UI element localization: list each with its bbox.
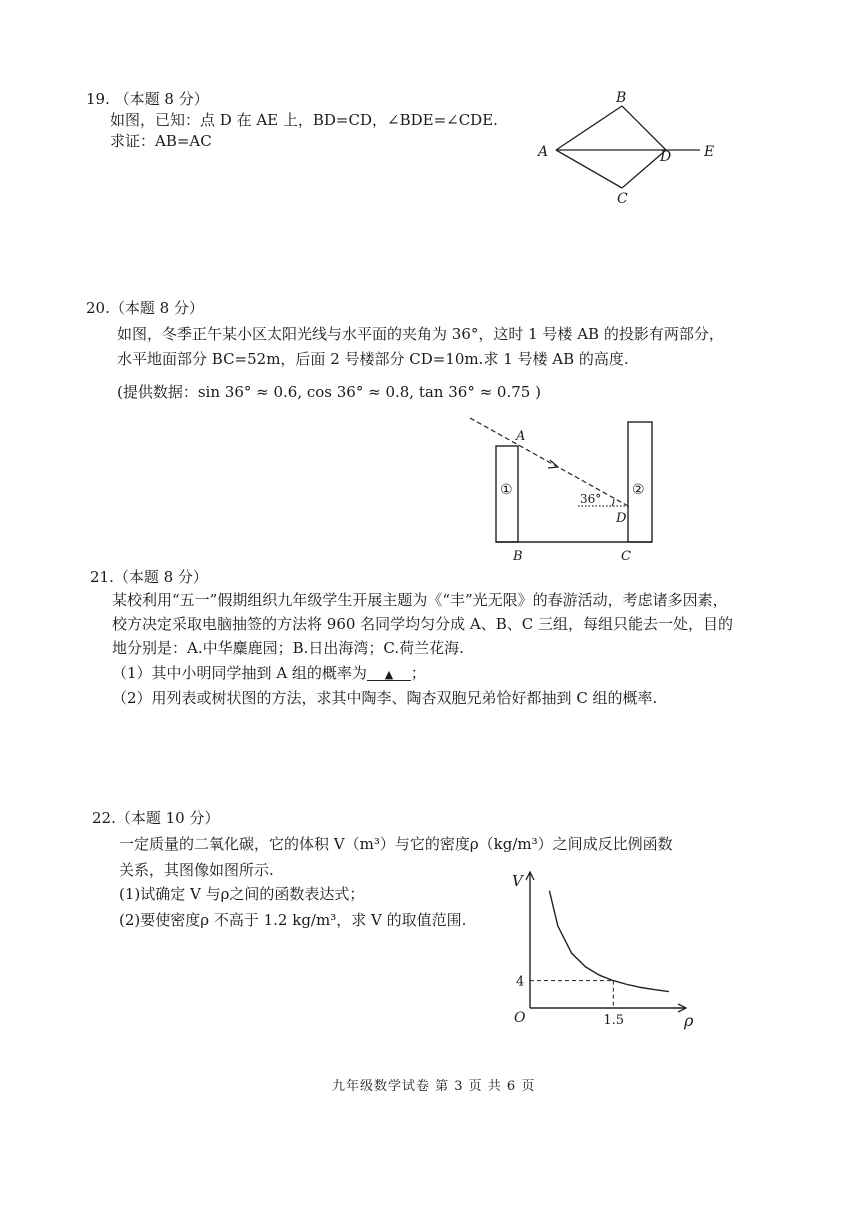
q21-sub1 xyxy=(112,666,426,681)
q22-line-2: 关系，其图像如图所示. xyxy=(119,861,274,879)
q22-header: 22.（本题 10 分） xyxy=(92,809,220,827)
q22-line-4: (2)要使密度ρ 不高于 1.2 kg/m³，求 V 的取值范围. xyxy=(119,911,467,929)
y-tick-label: 4 xyxy=(516,974,525,990)
q20-label-a: A xyxy=(516,429,526,444)
answer-blank[interactable]: ▲ xyxy=(367,669,411,681)
y-axis-label: V xyxy=(512,872,523,890)
q21-sub1-end: ； xyxy=(410,664,426,682)
q20-label-c: C xyxy=(621,549,631,564)
q20-header: 20.（本题 8 分） xyxy=(86,299,204,317)
origin-label: O xyxy=(514,1010,526,1026)
q19-label-c: C xyxy=(617,191,628,207)
q22-line-1: 一定质量的二氧化碳，它的体积 V（m³）与它的密度ρ（kg/m³）之间成反比例函数 xyxy=(119,835,673,853)
q19-label-a: A xyxy=(538,144,549,160)
q19-figure xyxy=(530,88,730,208)
q19-label-e: E xyxy=(704,144,715,160)
chart-text xyxy=(512,872,694,1030)
q21-line-2: 校方决定采取电脑抽签的方法将 960 名同学均匀分成 A、B、C 三组，每组只能去一处，目的 xyxy=(112,615,734,633)
q20-line-2: 水平地面部分 BC=52m，后面 2 号楼部分 CD=10m.求 1 号楼 AB 的高度. xyxy=(117,350,629,368)
q21-line-1: 某校利用“五一”假期组织九年级学生开展主题为《“丰”光无限》的春游活动，考虑诸多因素， xyxy=(112,591,728,609)
series-line xyxy=(549,891,669,992)
x-axis-label: ρ xyxy=(684,1011,694,1030)
chart-series xyxy=(549,891,669,992)
q22-chart xyxy=(500,868,694,1034)
q20-angle-label: 36° xyxy=(580,492,602,506)
q20-line-3: (提供数据：sin 36° ≈ 0.6, cos 36° ≈ 0.8, tan 36° ≈ 0.75 ) xyxy=(117,383,541,401)
q20-building2-label: ② xyxy=(632,482,645,498)
q22-line-3: (1)试确定 V 与ρ之间的函数表达式； xyxy=(119,885,365,903)
chart-guides xyxy=(530,981,613,1008)
q21-sub1-text: （1）其中小明同学抽到 A 组的概率为 xyxy=(112,664,367,682)
q19-label-d: D xyxy=(660,149,672,165)
q21-line-3: 地分别是：A.中华麋鹿园；B.日出海湾；C.荷兰花海. xyxy=(112,639,464,657)
q20-line-1: 如图，冬季正午某小区太阳光线与水平面的夹角为 36°，这时 1 号楼 AB 的投影有两部分， xyxy=(117,325,724,343)
page-footer: 九年级数学试卷 第 3 页 共 6 页 xyxy=(332,1079,536,1094)
q20-figure xyxy=(460,410,680,568)
q19-line-1: 如图，已知：点 D 在 AE 上，BD=CD，∠BDE=∠CDE. xyxy=(110,111,498,129)
q20-label-d: D xyxy=(616,511,627,526)
x-tick-label: 1.5 xyxy=(603,1013,625,1028)
q19-header: 19. （本题 8 分） xyxy=(86,90,209,108)
q21-header: 21.（本题 8 分） xyxy=(90,568,208,586)
q21-sub2: （2）用列表或树状图的方法，求其中陶李、陶杏双胞兄弟恰好都抽到 C 组的概率. xyxy=(112,689,658,707)
q20-label-b: B xyxy=(513,549,523,564)
q19-line-2: 求证：AB=AC xyxy=(110,132,212,150)
q20-building1-label: ① xyxy=(500,482,513,498)
q19-label-b: B xyxy=(616,90,627,106)
